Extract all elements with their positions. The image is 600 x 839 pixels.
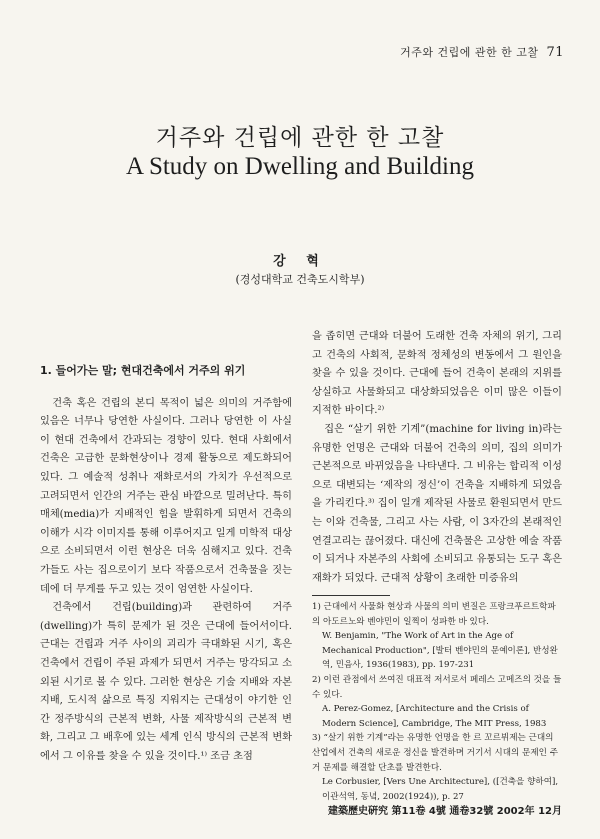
page-number: 71 — [546, 45, 564, 60]
footnote: 3) “살기 위한 기계”라는 유명한 언명을 한 르 꼬르뷔제는 근대의 산업에서 건축의 새로운 정신을 발견하며 거기서 시대의 문제인 주거 문제를 해결할 단초를 발견한다. — [312, 733, 558, 773]
paragraph: 건축에서 건립(building)과 관련하여 거주(dwelling)가 특히 문제가 된 것은 근대에 들어서이다. 근대는 건립과 거주 사이의 괴리가 극대화된 시기, 혹은 건축에서 건립이 주된 과제가 되면서 거주는 망각되고 소외된 시기로 볼 수 있다. 그러한 현상은 기술 지배와 자본 지배, 도시적 삶으로 특징 지워지는 근대성이 야기한 인간 정주방식의 근본적 변화, 사물 제작방식의 근본적 변화, 그리고 그 배후에 있는 세계 인식 방식의 근본적 변화에서 그 이유를 찾을 수 있을 것이다.¹⁾ 조금 초점 — [40, 602, 292, 762]
footnote-reference: W. Benjamin, "The Work of Art in the Age of Mechanical Production", [발터 벤야민의 문예이론], 반성완역, 민음사, 1936(1983), pp. 197-231 — [322, 631, 558, 671]
author-affiliation: (경성대학교 건축도시학부) — [235, 273, 365, 286]
right-column — [312, 328, 562, 588]
footnote: 2) 이런 관점에서 쓰여진 대표적 저서로서 페레스 고메즈의 것을 들 수 있다. — [312, 674, 562, 700]
paragraph: 집은 “살기 위한 기계”(machine for living in)라는 유명한 언명은 근대와 더불어 건축의 의미, 집의 의미가 근본적으로 바뀌었음을 나타낸다. 그 비유는 합리적 이성으로 대변되는 ‘제작의 정신’이 건축을 지배하게 되었음을 가리킨다.³⁾ 집이 일개 제작된 사물로 환원되면서 만드는 이와 건축물, 그리고 사는 사람, 이 3자간의 본래적인 연결고리는 끊어졌다. 대신에 건축물은 고상한 예술 작품이 되거나 자본주의 사회에 소비되고 유통되는 도구 혹은 재화가 되었다. 근대적 상황이 초래한 미증유의 — [312, 423, 562, 584]
title-korean: 거주와 건립에 관한 한 고찰 — [155, 125, 445, 151]
section-heading: 1. 들어가는 말; 현대건축에서 거주의 위기 — [40, 364, 246, 377]
journal-info: 建築歷史硏究 第11卷 4號 通卷32號 2002年 12月 — [328, 806, 562, 817]
footnotes — [312, 600, 562, 804]
paragraph: 을 좁히면 근대와 더불어 도래한 건축 자체의 위기, 그리고 건축의 사회적, 문화적 정체성의 변동에서 그 원인을 찾을 수 있을 것이다. 근대에 들어 건축이 본래의 지위를 상실하고 사물화되고 대상화되었음은 이미 많은 이들이 지적한 바이다.²⁾ — [312, 331, 562, 417]
footnote-reference: A. Perez-Gomez, [Architecture and the Crisis of Modern Science], Cambridge, The MIT Press, 1983 — [322, 704, 547, 729]
paragraph: 건축 혹은 건립의 본디 목적이 넓은 의미의 거주함에 있음은 너무나 당연한 사실이다. 그러나 당연한 이 사실이 현대 건축에서 간과되는 경향이 있다. 현대 사회에서 건축은 고급한 문화현상이나 경제 활동으로 제도화되어 있다. 그 예술적 성취나 재화로서의 가치가 우선적으로 고려되면서 인간의 거주는 관심 바깥으로 밀려난다. 특히 매체(media)가 지배적인 힘을 발휘하게 되면서 건축의 이해가 시각 이미지를 통해 이루어지고 일게 미학적 대상으로 소비되면서 이런 현상은 더욱 심해지고 있다. 건축가들도 사는 집으로이기 보다 작품으로서 건축물을 짓는 데에 더 무게를 두고 있는 것이 엄연한 사실이다. — [40, 397, 292, 595]
footnote-reference: Le Corbusier, [Vers Une Architecture], ([건축을 향하여], 이관석역, 동녘, 2002(1924)), p. 27 — [322, 777, 559, 802]
title-english: A Study on Dwelling and Building — [126, 153, 474, 180]
running-head — [400, 44, 564, 60]
left-column — [40, 362, 292, 766]
author-name: 강 혁 — [273, 254, 327, 269]
footnote: 1) 근대에서 사물화 현상과 사물의 의미 변질은 프랑크푸르트학파의 아도르노와 벤야민이 일찍이 성파한 바 있다. — [312, 602, 556, 627]
running-title: 거주와 건립에 관한 한 고찰 — [400, 46, 539, 59]
footnote-rule — [312, 595, 390, 596]
